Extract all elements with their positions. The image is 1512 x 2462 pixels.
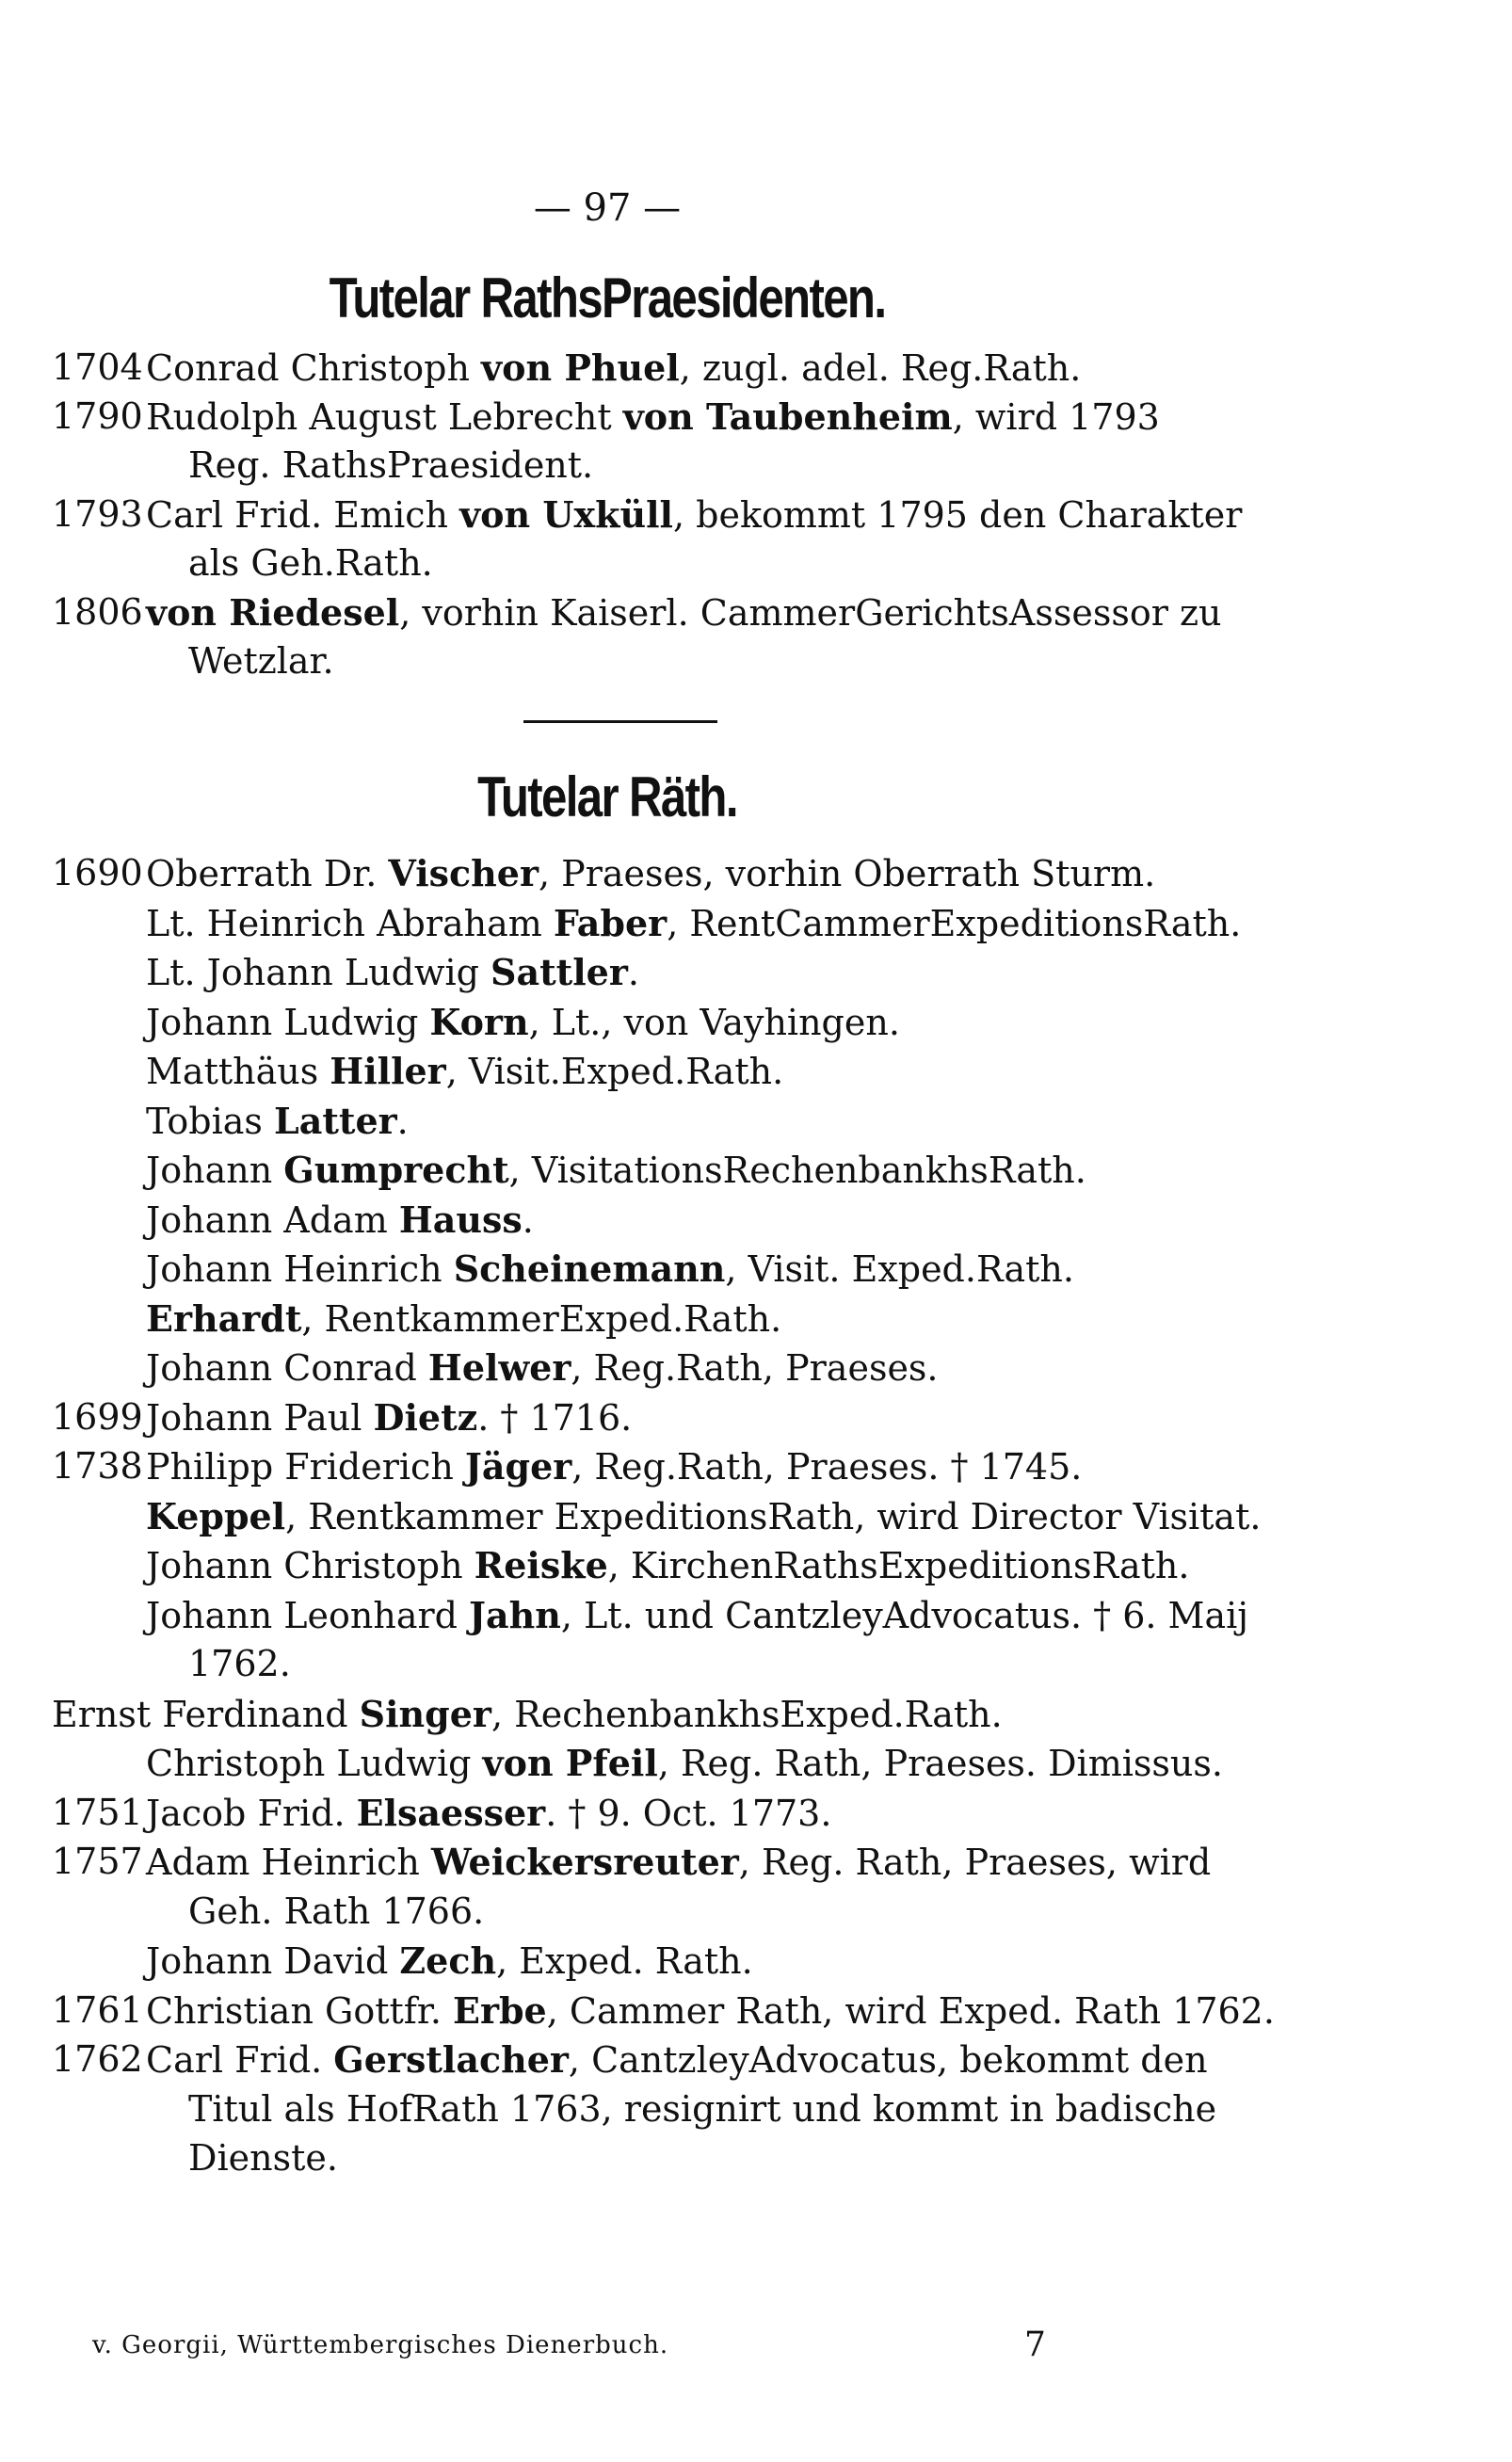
entry-year: 1738 [52,1445,143,1487]
entry-year: 1762 [52,2038,143,2080]
entry-text: Jacob Frid. Elsaesser. † 9. Oct. 1773. [146,1791,832,1834]
entry-text: Johann Gumprecht, VisitationsRechenbankhsRath. [146,1149,1086,1191]
entry-year: 1761 [52,1988,143,2031]
entry-text: Carl Frid. Gerstlacher, CantzleyAdvocatus, bekommt den [146,2038,1208,2081]
person-name: Zech [399,1939,497,1982]
entry-text: Lt. Johann Ludwig Sattler. [146,951,639,993]
footer-source: v. Georgii, Württembergisches Dienerbuch. [92,2331,669,2359]
person-name: Hauss [398,1198,523,1241]
entry-text: Johann Christoph Reiske, KirchenRathsExpeditionsRath. [146,1544,1190,1586]
entry-text: Carl Frid. Emich von Uxküll, bekommt 1795 den Charakter [146,493,1243,536]
footer-signature: 7 [1024,2325,1047,2364]
entry-year: 1793 [52,493,143,535]
person-name: Latter [274,1099,397,1142]
entry-text: Keppel, Rentkammer ExpeditionsRath, wird Director Visitat. [146,1494,1262,1537]
page-number: — 97 — [533,186,682,230]
entry-text: Wetzlar. [188,640,334,682]
person-name: Vischer [388,852,539,894]
entry-text: Ernst Ferdinand Singer, RechenbankhsExped.Rath. [52,1692,1003,1735]
entry-text: Christoph Ludwig von Pfeil, Reg. Rath, Praeses. Dimissus. [146,1742,1223,1784]
entry-text: Rudolph August Lebrecht von Taubenheim, wird 1793 [146,395,1160,438]
entry-year: 1690 [52,852,143,893]
person-name: Weickersreuter [430,1841,739,1883]
person-name: Scheinemann [453,1247,726,1290]
entry-text: von Riedesel, vorhin Kaiserl. CammerGerichtsAssessor zu [146,591,1222,634]
entry-text: Geh. Rath 1766. [188,1890,485,1932]
person-name: Gumprecht [283,1149,509,1191]
footer [92,2325,1047,2364]
entry-text: Johann Ludwig Korn, Lt., von Vayhingen. [146,1000,900,1043]
entry-text: Adam Heinrich Weickersreuter, Reg. Rath, Praeses, wird [146,1841,1212,1883]
entry-text: Dienste. [188,2137,338,2179]
person-name: Erhardt [146,1296,302,1340]
section-title-praesidenten: Tutelar RathsPraesidenten. [329,266,886,330]
entry-text: Erhardt, RentkammerExped.Rath. [146,1296,782,1340]
person-name: Korn [429,1000,529,1043]
entry-text: Reg. RathsPraesident. [188,444,594,486]
person-name: Jahn [469,1593,561,1636]
entry-text: Johann David Zech, Exped. Rath. [146,1939,753,1982]
entry-year: 1806 [52,591,143,633]
person-name: von Riedesel [146,591,400,634]
entry-text: Titul als HofRath 1763, resignirt und kommt in badische [188,2087,1217,2130]
entry-text: Oberrath Dr. Vischer, Praeses, vorhin Oberrath Sturm. [146,852,1156,894]
person-name: von Phuel [481,346,680,389]
person-name: Sattler [491,951,628,993]
person-name: Dietz [373,1395,478,1439]
person-name: von Pfeil [482,1742,658,1784]
person-name: Erbe [453,1988,547,2032]
entry-year: 1751 [52,1791,143,1833]
entry-year: 1757 [52,1841,143,1882]
section-title-raeth: Tutelar Räth. [477,765,737,829]
entry-text: Philipp Friderich Jäger, Reg.Rath, Praeses. † 1745. [146,1445,1083,1488]
person-name: Singer [359,1692,491,1735]
person-name: Keppel [146,1494,286,1537]
entry-year: 1704 [52,346,143,388]
person-name: von Taubenheim [622,395,953,438]
entry-text: Lt. Heinrich Abraham Faber, RentCammerExpeditionsRath. [146,901,1242,944]
entry-text: Christian Gottfr. Erbe, Cammer Rath, wird Exped. Rath 1762. [146,1988,1275,2032]
entry-year: 1699 [52,1395,143,1438]
entry-text: Johann Conrad Helwer, Reg.Rath, Praeses. [146,1346,939,1389]
entry-text: Johann Paul Dietz. † 1716. [146,1395,633,1439]
entry-year: 1790 [52,395,143,437]
person-name: Reiske [474,1544,608,1586]
person-name: Faber [553,901,668,944]
person-name: Hiller [330,1050,446,1092]
entry-text: Johann Heinrich Scheinemann, Visit. Exped.Rath. [146,1247,1074,1290]
person-name: Helwer [427,1346,571,1389]
person-name: Jäger [464,1445,572,1488]
entry-text: als Geh.Rath. [188,542,433,584]
entry-text: 1762. [188,1643,291,1684]
entry-text: Johann Adam Hauss. [146,1198,534,1241]
person-name: Gerstlacher [333,2038,569,2081]
person-name: von Uxküll [459,493,673,536]
person-name: Elsaesser [356,1791,546,1834]
entry-text: Conrad Christoph von Phuel, zugl. adel. Reg.Rath. [146,346,1082,389]
section-divider [523,720,717,723]
entry-text: Tobias Latter. [146,1099,409,1142]
entry-text: Matthäus Hiller, Visit.Exped.Rath. [146,1050,784,1092]
entry-text: Johann Leonhard Jahn, Lt. und CantzleyAdvocatus. † 6. Maij [146,1593,1249,1636]
